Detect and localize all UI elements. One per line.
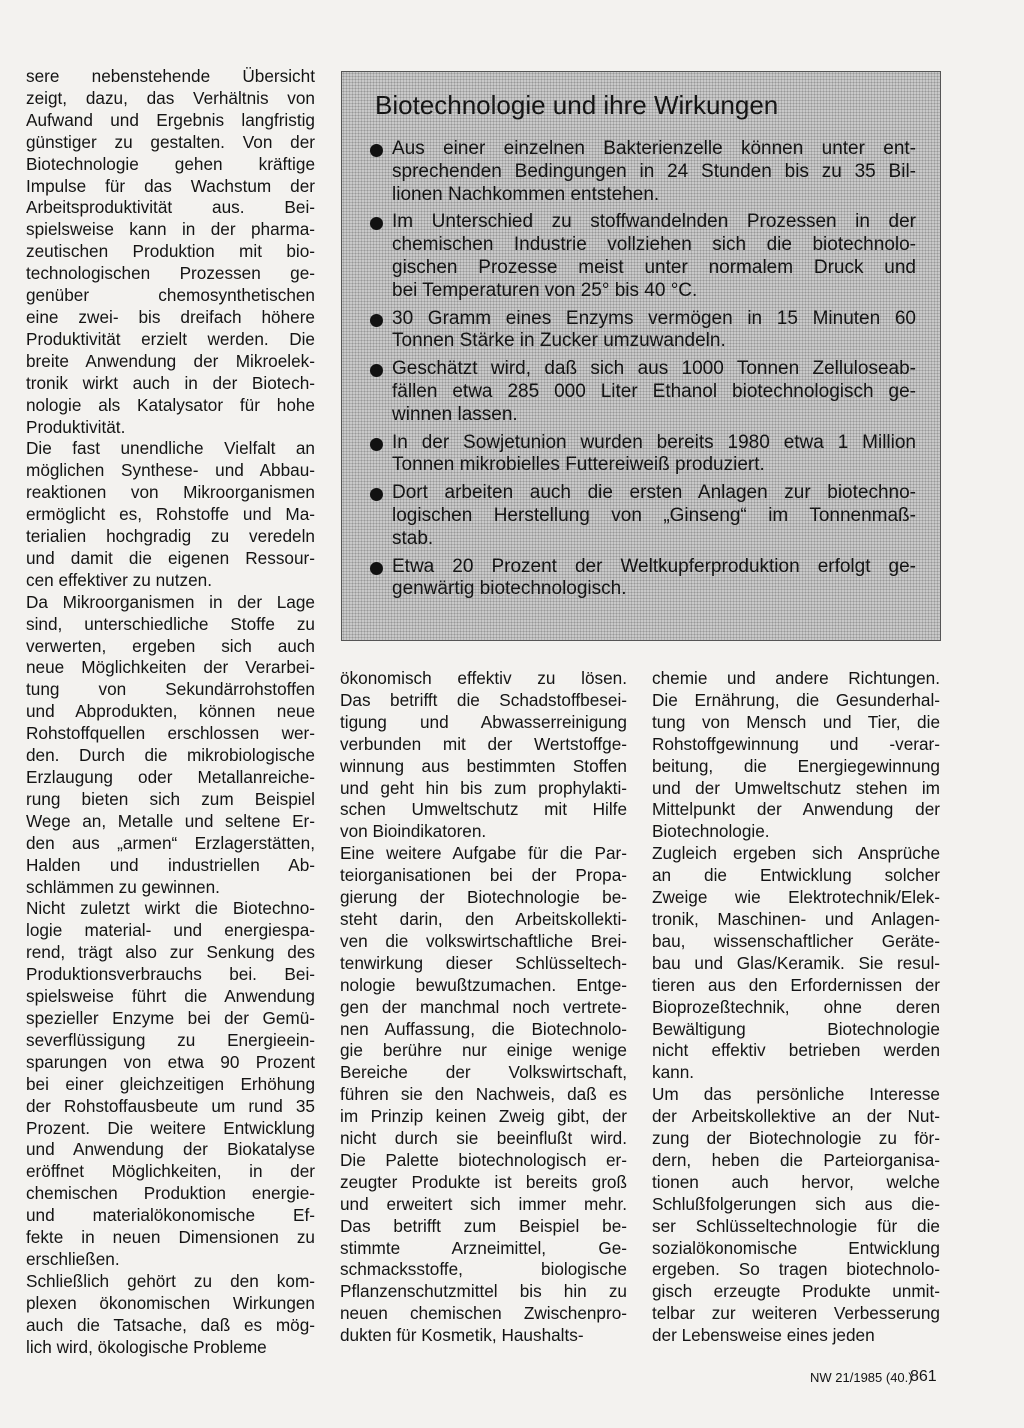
bullet-icon [370, 314, 383, 327]
bullet-icon [370, 562, 383, 575]
text-line: Produktionsverbrauchs bei. Bei- [26, 964, 315, 985]
text-line: zeugter Produkte ist bereits groß [340, 1171, 627, 1192]
paragraph [26, 898, 315, 1270]
text-line: Das betrifft zum Beispiel be- [340, 1215, 627, 1236]
text-line: sozialökonomische Entwicklung [652, 1237, 940, 1258]
text-line: ermöglicht es, Rohstoffe und Ma- [26, 504, 315, 525]
paragraph [340, 668, 627, 843]
text-line: technologischen Prozessen ge- [26, 263, 315, 284]
text-line: stimmte Arzneimittel, Ge- [340, 1237, 627, 1258]
text-line: genüber chemosynthetischen [26, 285, 315, 306]
info-box-item [370, 138, 916, 206]
text-line: Schlußfolgerungen sich aus die- [652, 1193, 940, 1214]
text-column-2 [340, 668, 627, 1347]
text-line: der Lebensweise eines jeden [652, 1325, 875, 1346]
text-line: bau, wissenschaftlicher Geräte- [652, 930, 940, 951]
text-line: und damit die eigenen Ressour- [26, 547, 315, 568]
info-box [341, 71, 941, 641]
text-line: Bereiche der Volkswirtschaft, [340, 1062, 627, 1083]
bullet-icon [370, 217, 383, 230]
text-line: tigung und Abwasserreinigung [340, 711, 627, 732]
text-line: schmacksstoffe, biologische [340, 1259, 627, 1280]
text-line: zung der Biotechnologie zu för- [652, 1128, 940, 1149]
text-line: bei einer gleichzeitigen Erhöhung [26, 1073, 315, 1094]
text-line: zeutischen Produktion mit bio- [26, 241, 315, 262]
text-line: ven die volkswirtschaftliche Brei- [340, 930, 627, 951]
text-line: teiorganisationen bei der Propa- [340, 865, 627, 886]
text-line: im Prinzip keinen Zweig gibt, der [340, 1106, 627, 1127]
text-line: Zweige wie Elektrotechnik/Elek- [652, 887, 940, 908]
paragraph [26, 592, 315, 899]
text-line: und Abprodukten, können neue [26, 701, 315, 722]
info-box-item [370, 358, 916, 426]
info-box-line: 30 Gramm eines Enzyms vermögen in 15 Minuten 60 [392, 307, 916, 329]
text-line: tieren aus den Erfordernissen der [652, 974, 940, 995]
bullet-icon [370, 364, 383, 377]
info-box-item [370, 211, 916, 302]
text-line: neuen chemischen Zwischenpro- [340, 1303, 627, 1324]
info-box-line: Aus einer einzelnen Bakterienzelle können unter ent- [392, 138, 916, 159]
text-line: an die Entwicklung solcher [652, 865, 940, 886]
text-line: Erzlaugung oder Metallanreiche- [26, 767, 315, 787]
text-line: steht darin, den Arbeitskollekti- [340, 908, 627, 929]
text-line: führen sie den Nachweis, daß es [340, 1084, 627, 1105]
paragraph [26, 438, 315, 591]
text-line: logie material- und energiespa- [26, 920, 315, 941]
text-column-1 [26, 66, 315, 1358]
text-line: ser Schlüsseltechnologie für die [652, 1215, 940, 1236]
text-line: Pflanzenschutzmittel bis hin zu [340, 1281, 627, 1302]
text-line: Biotechnologie. [652, 821, 770, 842]
text-line: Schließlich gehört zu den kom- [26, 1270, 315, 1291]
text-line: telbar zur weiteren Verbesserung [652, 1303, 940, 1324]
paragraph [652, 1084, 940, 1347]
text-line: gen der manchmal noch vertrete- [340, 996, 627, 1017]
text-line: Biotechnologie gehen kräftige [26, 153, 315, 174]
text-line: chemischen Produktion energie- [26, 1183, 315, 1204]
text-line: breite Anwendung der Mikroelek- [26, 350, 315, 371]
text-line: gisch erzeugte Produkte unmit- [652, 1281, 940, 1302]
text-line: cen effektiver zu nutzen. [26, 569, 212, 590]
text-line: nicht effektiv betrieben werden [652, 1040, 940, 1061]
text-line: sparungen von etwa 90 Prozent [26, 1051, 315, 1072]
text-line: Die Palette biotechnologisch er- [340, 1149, 627, 1170]
text-line: Rohstoffgewinnung und -verar- [652, 733, 940, 754]
text-line: sere nebenstehende Übersicht [26, 66, 315, 86]
info-box-line: genwärtig biotechnologisch. [392, 578, 627, 600]
text-line: neue Möglichkeiten der Verarbei- [26, 657, 315, 678]
text-line: bau und Glas/Keramik. Sie resul- [652, 952, 940, 973]
text-line: winnung aus bestimmten Stoffen [340, 755, 627, 776]
text-line: fekte in neuen Dimensionen zu [26, 1227, 315, 1248]
text-line: Die Ernährung, die Gesunderhal- [652, 689, 940, 710]
text-line: ökonomisch effektiv zu lösen. [340, 668, 627, 688]
info-box-list [370, 138, 916, 606]
text-line: Die fast unendliche Vielfalt an [26, 438, 315, 459]
text-line: Impulse für das Wachstum der [26, 175, 315, 196]
info-box-line: In der Sowjetunion wurden bereits 1980 etwa 1 Million [392, 431, 916, 453]
text-line: nicht durch sie beeinflußt wird. [340, 1128, 627, 1149]
text-line: plexen ökonomischen Wirkungen [26, 1292, 315, 1313]
bullet-icon [370, 144, 383, 157]
paragraph [652, 843, 940, 1084]
text-line: rend, trägt also zur Senkung des [26, 942, 315, 963]
text-line: Da Mikroorganismen in der Lage [26, 591, 315, 612]
text-line: und materialökonomische Ef- [26, 1205, 315, 1226]
text-line: reaktionen von Mikroorganismen [26, 482, 315, 503]
info-box-item [370, 482, 916, 550]
info-box-line: fällen etwa 285 000 Liter Ethanol biotechnologisch ge- [392, 380, 916, 402]
info-box-item [370, 556, 916, 602]
text-line: den. Durch die mikrobiologische [26, 745, 315, 766]
text-line: tronik wirkt auch in der Biotech- [26, 372, 315, 393]
text-line: verbunden mit der Wertstoffge- [340, 733, 627, 754]
info-box-line: sprechenden Bedingungen in 24 Stunden bis zu 35 Bil- [392, 160, 916, 182]
text-line: Produktivität. [26, 416, 126, 437]
text-line: Rohstoffquellen erschlossen wer- [26, 723, 315, 744]
text-line: nologie als Katalysator für hohe [26, 394, 315, 415]
text-line: günstiger zu gestalten. Von der [26, 131, 315, 152]
text-line: schlämmen zu gewinnen. [26, 876, 220, 897]
issue-label: NW 21/1985 (40.) [810, 1370, 913, 1385]
text-line: Bewältigung Biotechnologie [652, 1018, 940, 1039]
text-line: Produktivität erzielt werden. Die [26, 328, 315, 349]
text-line: tionen auch hervor, welche [652, 1171, 940, 1192]
info-box-line: Etwa 20 Prozent der Weltkupferproduktion erfolgt ge- [392, 555, 916, 577]
text-line: chemie und andere Richtungen. [652, 668, 940, 688]
text-line: gierung der Biotechnologie be- [340, 887, 627, 908]
text-line: Prozent. Die weitere Entwicklung [26, 1117, 315, 1138]
text-line: spielsweise führt die Anwendung [26, 986, 315, 1007]
paragraph [340, 843, 627, 1347]
text-line: tronik, Maschinen- und Anlagen- [652, 908, 940, 929]
text-line: spezieller Enzyme bei der Gemü- [26, 1007, 315, 1028]
text-line: Aufwand und Ergebnis langfristig [26, 109, 315, 130]
info-box-line: bei Temperaturen von 25° bis 40 °C. [392, 279, 698, 301]
text-line: möglichen Synthese- und Abbau- [26, 460, 315, 481]
paragraph [26, 66, 315, 438]
info-box-line: logischen Herstellung von „Ginseng“ im Tonnenmaß- [392, 504, 916, 526]
info-box-line: Tonnen mikrobielles Futtereiweiß produziert. [392, 454, 765, 476]
info-box-title: Biotechnologie und ihre Wirkungen [375, 90, 779, 120]
text-line: dukten für Kosmetik, Haushalts- [340, 1325, 584, 1346]
info-box-line: winnen lassen. [392, 403, 518, 425]
text-line: den aus „armen“ Erzlagerstätten, [26, 832, 315, 853]
bullet-icon [370, 438, 383, 451]
text-line: ergeben. So tragen biotechnolo- [652, 1259, 940, 1280]
page-number: 861 [910, 1368, 937, 1385]
text-line: Eine weitere Aufgabe für die Par- [340, 843, 627, 864]
info-box-line: Tonnen Stärke in Zucker umzuwandeln. [392, 330, 726, 352]
text-line: tung von Mensch und Tier, die [652, 711, 940, 732]
text-line: Nicht zuletzt wirkt die Biotechno- [26, 898, 315, 919]
text-line: Das betrifft die Schadstoffbesei- [340, 689, 627, 710]
text-line: Halden und industriellen Ab- [26, 854, 315, 875]
text-line: beitung, die Energiegewinnung [652, 755, 940, 776]
text-line: Arbeitsproduktivität aus. Bei- [26, 197, 315, 218]
info-box-item [370, 432, 916, 478]
text-line: Zugleich ergeben sich Ansprüche [652, 843, 940, 864]
info-box-line: Geschätzt wird, daß sich aus 1000 Tonnen Zelluloseab- [392, 358, 916, 380]
info-box-line: stab. [392, 527, 434, 549]
text-line: tenwirkung dieser Schlüsseltech- [340, 952, 627, 973]
text-line: Um das persönliche Interesse [652, 1084, 940, 1105]
info-box-line: Im Unterschied zu stoffwandelnden Prozessen in der [392, 211, 916, 233]
text-line: spielsweise kann in der pharma- [26, 219, 315, 240]
text-line: der Arbeitskollektive an der Nut- [652, 1106, 940, 1127]
text-line: verwerten, ergeben sich auch [26, 635, 315, 656]
text-line: Wege an, Metalle und seltene Er- [26, 810, 315, 831]
text-line: Mittelpunkt der Anwendung der [652, 799, 940, 820]
info-box-line: Dort arbeiten auch die ersten Anlagen zur biotechno- [392, 482, 916, 504]
bullet-icon [370, 488, 383, 501]
text-line: schen Umweltschutz mit Hilfe [340, 799, 627, 820]
text-column-3 [652, 668, 940, 1347]
text-line: und geht hin bis zum prophylakti- [340, 777, 627, 798]
text-line: tung von Sekundärrohstoffen [26, 679, 315, 700]
text-line: nologie bewußtzumachen. Entge- [340, 974, 627, 995]
text-line: zeigt, dazu, das Verhältnis von [26, 87, 315, 108]
text-line: nen Auffassung, die Biotechnolo- [340, 1018, 627, 1039]
text-line: der Rohstoffausbeute um rund 35 [26, 1095, 315, 1116]
text-line: und erweitert sich immer mehr. [340, 1193, 627, 1214]
text-line: terialien hochgradig zu veredeln [26, 526, 315, 547]
info-box-line: gischen Prozesse meist unter normalem Druck und [392, 256, 916, 278]
text-line: lich wird, ökologische Probleme [26, 1336, 267, 1357]
paragraph [26, 1271, 315, 1359]
info-box-line: lionen Nachkommen entstehen. [392, 183, 660, 205]
text-line: eröffnet Möglichkeiten, in der [26, 1161, 315, 1182]
text-line: rung bieten sich zum Beispiel [26, 788, 315, 809]
text-line: gie berühre nur einige wenige [340, 1040, 627, 1061]
text-line: kann. [652, 1062, 695, 1083]
text-line: sind, unterschiedliche Stoffe zu [26, 613, 315, 634]
text-line: von Bioindikatoren. [340, 821, 487, 842]
text-line: severflüssigung zu Energieein- [26, 1029, 315, 1050]
info-box-item [370, 308, 916, 354]
text-line: und der Umweltschutz stehen im [652, 777, 940, 798]
text-line: dern, heben die Parteiorganisa- [652, 1149, 940, 1170]
text-line: erschließen. [26, 1248, 120, 1269]
text-line: auch die Tatsache, daß es mög- [26, 1314, 315, 1335]
text-line: eine zwei- bis dreifach höhere [26, 306, 315, 327]
text-line: Bioprozeßtechnik, ohne deren [652, 996, 940, 1017]
paragraph [652, 668, 940, 843]
text-line: und Anwendung der Biokatalyse [26, 1139, 315, 1160]
info-box-line: chemischen Industrie vollziehen sich die biotechnolo- [392, 234, 916, 256]
